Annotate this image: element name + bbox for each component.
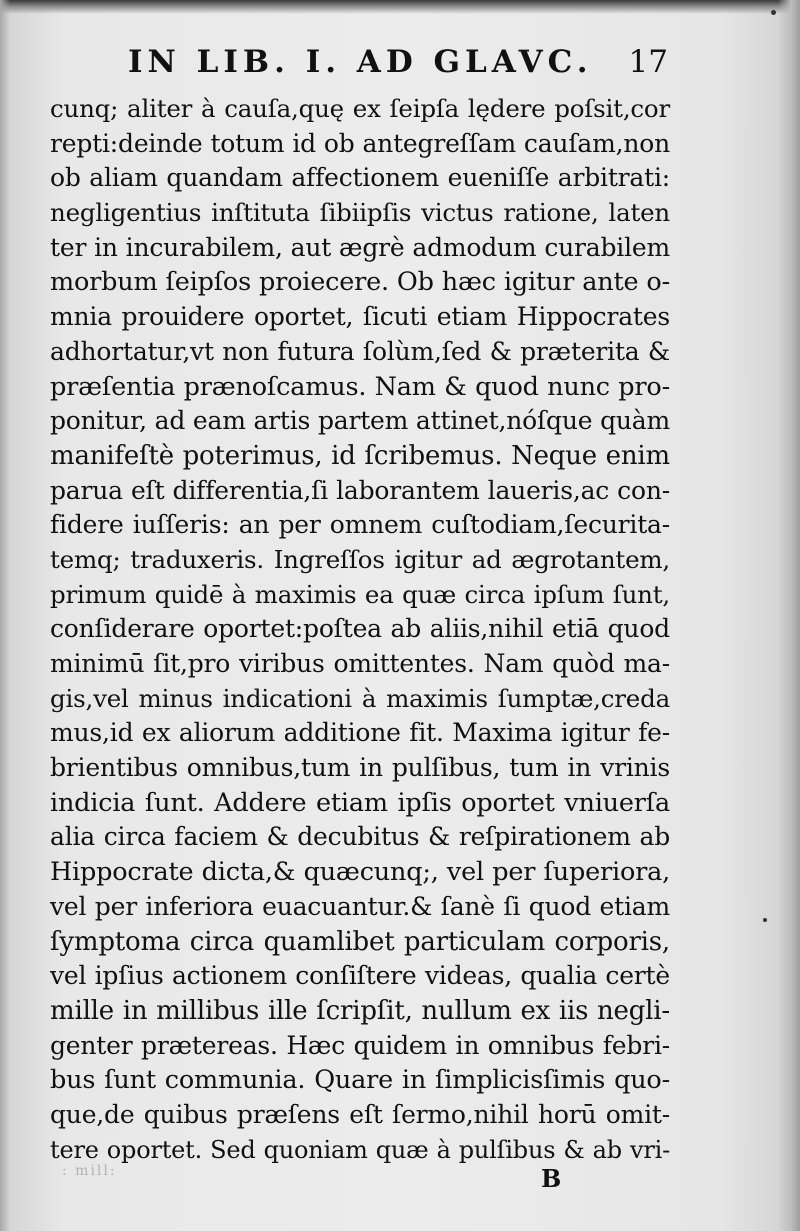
page-left-shadow bbox=[0, 0, 10, 1231]
text-line: negligentius inſtituta ſibiipſis victus ratione, laten bbox=[50, 198, 670, 228]
text-line: Hippocrate dicta,& quæcunq;, vel per ſuperiora, bbox=[50, 857, 670, 888]
text-line: vel ipſius actionem conſiſtere videas, qualia certè bbox=[50, 961, 670, 991]
signature-mark: B bbox=[541, 1164, 562, 1193]
text-line: conſiderare oportet:poſtea ab aliis,nihil etiā quod bbox=[50, 614, 670, 644]
text-line: manifeſtè poterimus, id ſcribemus. Neque enim bbox=[50, 440, 670, 471]
text-line: parua eſt differentia,ſi laborantem laueris,ac con- bbox=[50, 475, 670, 505]
text-line: brientibus omnibus,tum in pulſibus, tum in vrinis bbox=[50, 753, 670, 783]
page-header bbox=[128, 44, 668, 90]
text-line: præſentia prænoſcamus. Nam & quod nunc pro- bbox=[50, 371, 670, 402]
text-line: indicia ſunt. Addere etiam ipſis oportet vniuerſa bbox=[50, 787, 670, 818]
ink-speck bbox=[771, 10, 776, 15]
bleed-through-text: : mill: bbox=[62, 1163, 117, 1179]
text-line: repti:deinde totum id ob antegreſſam cauſam,non bbox=[50, 128, 670, 158]
page-right-shadow bbox=[778, 0, 800, 1231]
main-text-block bbox=[50, 92, 670, 1167]
text-line: mus,id ex aliorum additione fit. Maxima igitur fe- bbox=[50, 718, 670, 748]
text-line: ter in incurabilem, aut ægrè admodum curabilem bbox=[50, 232, 670, 262]
text-line: morbum ſeipſos proiecere. Ob hæc igitur ante o- bbox=[50, 267, 670, 298]
text-line: que,de quibus præſens eſt ſermo,nihil horū omit- bbox=[50, 1099, 670, 1129]
text-line: vel per inferiora euacuantur.& ſanè ſi quod etiam bbox=[50, 891, 670, 921]
page-top-shadow bbox=[0, 0, 800, 14]
text-line: mille in millibus ille ſcripſit, nullum ex iis negli- bbox=[50, 995, 670, 1026]
text-line: bus ſunt communia. Quare in ſimplicisſimis quo- bbox=[50, 1065, 670, 1096]
text-line: genter prætereas. Hæc quidem in omnibus febri- bbox=[50, 1030, 670, 1060]
text-line: ob aliam quandam affectionem eueniſſe arbitrati: bbox=[50, 163, 670, 193]
text-line: alia circa faciem & decubitus & reſpirationem ab bbox=[50, 822, 670, 852]
text-line: fidere iuſſeris: an per omnem cuſtodiam,ſecurita- bbox=[50, 510, 670, 540]
page-number: 17 bbox=[628, 44, 668, 80]
running-head: IN LIB. I. AD GLAVC. bbox=[128, 44, 593, 80]
text-line: primum quidē à maximis ea quæ circa ipſum ſunt, bbox=[50, 579, 670, 609]
text-line: minimū ſit,pro viribus omittentes. Nam quòd ma- bbox=[50, 649, 670, 678]
text-line: tere oportet. Sed quoniam quæ à pulſibus & ab vri- bbox=[50, 1135, 670, 1164]
text-line: ponitur, ad eam artis partem attinet,nóſque quàm bbox=[50, 406, 670, 436]
ink-speck bbox=[763, 918, 767, 922]
text-line: temq; traduxeris. Ingreſſos igitur ad ægrotantem, bbox=[50, 544, 670, 574]
text-line: mnia prouidere oportet, ſicuti etiam Hippocrates bbox=[50, 302, 670, 332]
text-line: gis,vel minus indicationi à maximis ſumptæ,creda bbox=[50, 683, 670, 713]
text-line: cunq; aliter à cauſa,quę ex ſeipſa lędere poſsit,cor bbox=[50, 94, 670, 123]
text-line: adhortatur,vt non futura ſolùm,ſed & præterita & bbox=[50, 336, 670, 366]
text-line: ſymptoma circa quamlibet particulam corporis, bbox=[50, 926, 670, 957]
